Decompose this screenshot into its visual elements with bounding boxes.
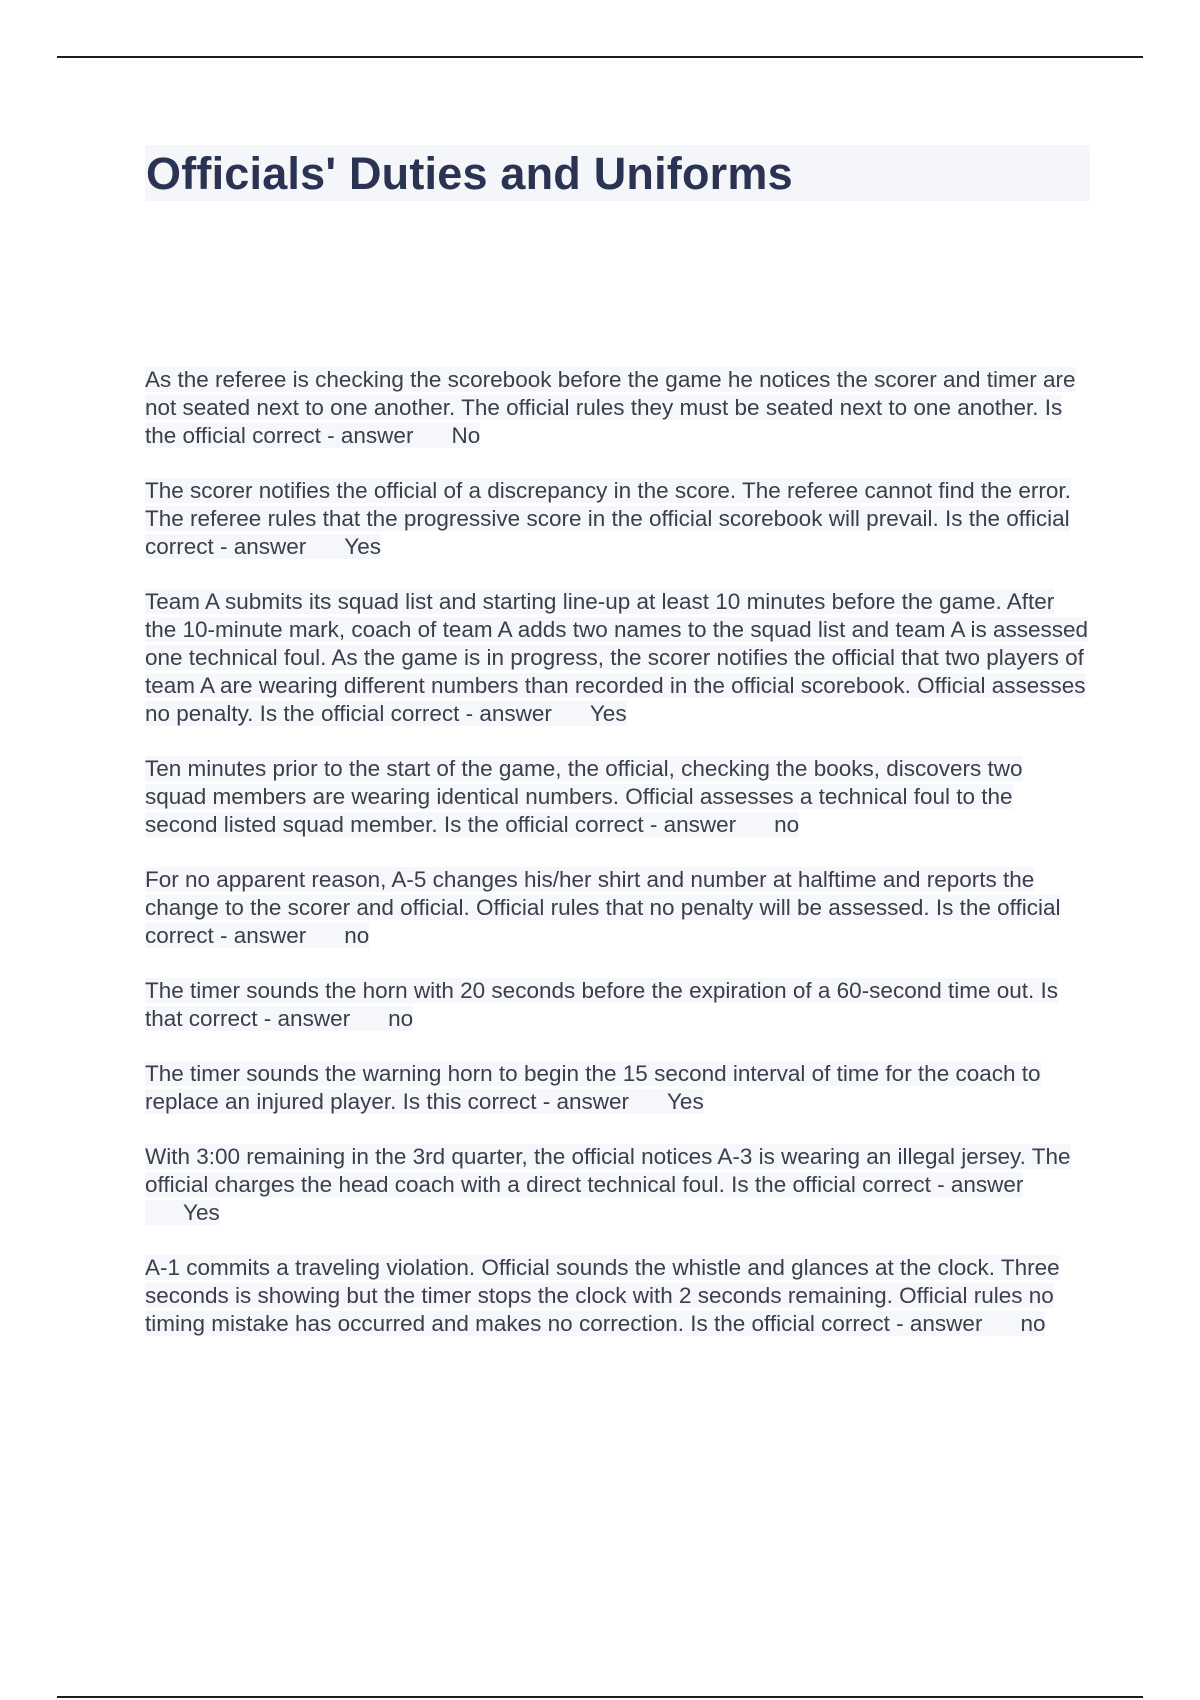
question-text: A-1 commits a traveling violation. Official sounds the whistle and glances at the clock. Three seconds is showing but the timer stops the clock with 2 seconds remaining. Official rules no timing mistake has occurred and makes no correction. Is the official correct - answer [145,1255,1060,1336]
question-text: The scorer notifies the official of a discrepancy in the score. The referee cannot find the error. The referee rules that the progressive score in the official scorebook will prevail. Is the official correct - answer [145,478,1071,559]
qa-item [145,866,1090,950]
answer-text: Yes [589,701,627,726]
answer-text: no [1020,1311,1046,1336]
answer-text: Yes [183,1200,220,1225]
page-title: Officials' Duties and Uniforms [146,148,793,199]
question-text: For no apparent reason, A-5 changes his/her shirt and number at halftime and reports the change to the scorer and official. Official rules that no penalty will be assessed. Is the official correct - answer [145,867,1061,948]
question-text: The timer sounds the horn with 20 seconds before the expiration of a 60-second time out. Is that correct - answer [145,978,1059,1031]
answer-text: no [774,812,800,837]
question-text: Ten minutes prior to the start of the game, the official, checking the books, discovers two squad members are wearing identical numbers. Official assesses a technical foul to the second listed squad member. Is the official correct - answer [145,756,1023,837]
qa-item [145,1254,1090,1338]
answer-text: no [388,1006,414,1031]
qa-list [145,366,1090,1365]
bottom-divider [57,1696,1143,1698]
answer-text: No [451,423,481,448]
top-divider [57,56,1143,58]
answer-text: Yes [344,534,382,559]
qa-item [145,1060,1090,1116]
question-text: Team A submits its squad list and starting line-up at least 10 minutes before the game. After the 10-minute mark, coach of team A adds two names to the squad list and team A is assessed one technical foul. As the game is in progress, the scorer notifies the official that two players of team A are wearing different numbers than recorded in the official scorebook. Official assesses no penalty. Is the official correct - answer [145,589,1089,726]
qa-item [145,977,1090,1033]
question-text: With 3:00 remaining in the 3rd quarter, the official notices A-3 is wearing an illegal jersey. The official charges the head coach with a direct technical foul. Is the official correct - answer [145,1144,1071,1197]
answer-text: no [344,923,370,948]
qa-item [145,588,1090,728]
question-text: The timer sounds the warning horn to begin the 15 second interval of time for the coach to replace an injured player. Is this correct - answer [145,1061,1041,1114]
qa-item [145,366,1090,450]
qa-item [145,477,1090,561]
qa-item [145,755,1090,839]
question-text: As the referee is checking the scorebook before the game he notices the scorer and timer are not seated next to one another. The official rules they must be seated next to one another. Is the official correct - answer [145,367,1076,448]
qa-item [145,1143,1090,1227]
answer-text: Yes [666,1089,704,1114]
